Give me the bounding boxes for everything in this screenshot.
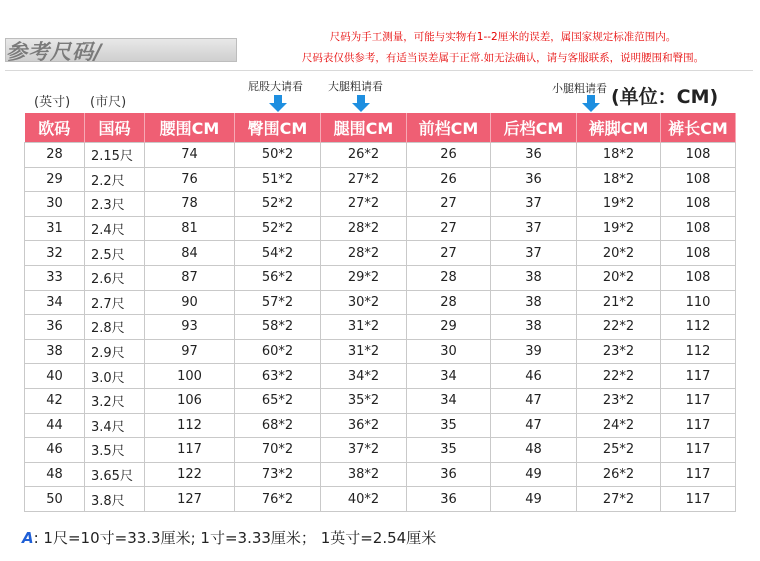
table-cell: 100 — [145, 364, 235, 389]
table-cell: 27*2 — [321, 167, 407, 192]
size-notice — [258, 27, 748, 69]
table-cell: 51*2 — [235, 167, 321, 192]
table-cell: 50*2 — [235, 143, 321, 168]
table-cell: 34 — [25, 290, 85, 315]
header-eu-size: 欧码 — [25, 113, 85, 143]
header-waist: 腰围CM — [145, 113, 235, 143]
table-cell: 22*2 — [577, 364, 661, 389]
table-cell: 90 — [145, 290, 235, 315]
table-cell: 112 — [661, 339, 736, 364]
table-cell: 31*2 — [321, 339, 407, 364]
table-cell: 108 — [661, 143, 736, 168]
table-cell: 52*2 — [235, 192, 321, 217]
table-cell: 26 — [407, 143, 491, 168]
table-cell: 34 — [407, 364, 491, 389]
table-cell: 97 — [145, 339, 235, 364]
table-cell: 31*2 — [321, 315, 407, 340]
table-row — [25, 339, 736, 364]
table-cell: 3.65尺 — [85, 462, 145, 487]
unit-cm-label: (单位：CM) — [611, 86, 719, 108]
table-cell: 28*2 — [321, 216, 407, 241]
conversion-footnote — [22, 527, 436, 548]
table-cell: 28 — [407, 290, 491, 315]
table-cell: 20*2 — [577, 241, 661, 266]
table-cell: 2.9尺 — [85, 339, 145, 364]
table-cell: 68*2 — [235, 413, 321, 438]
table-cell: 34*2 — [321, 364, 407, 389]
table-cell: 117 — [661, 364, 736, 389]
table-cell: 33 — [25, 265, 85, 290]
footnote-text: : 1尺=10寸=33.3厘米; 1寸=3.33厘米； 1英寸=2.54厘米 — [33, 529, 437, 547]
table-cell: 76*2 — [235, 487, 321, 512]
table-row — [25, 364, 736, 389]
table-cell: 2.15尺 — [85, 143, 145, 168]
thigh-hint: 大腿粗请看 — [328, 80, 383, 93]
header-thigh: 腿围CM — [321, 113, 407, 143]
table-cell: 20*2 — [577, 265, 661, 290]
table-cell: 47 — [491, 413, 577, 438]
table-row — [25, 388, 736, 413]
table-cell: 22*2 — [577, 315, 661, 340]
table-cell: 28 — [407, 265, 491, 290]
table-cell: 38 — [491, 290, 577, 315]
table-cell: 37 — [491, 216, 577, 241]
chi-unit-label: (市尺) — [90, 95, 127, 110]
table-cell: 93 — [145, 315, 235, 340]
header-cn-size: 国码 — [85, 113, 145, 143]
table-row — [25, 462, 736, 487]
table-cell: 42 — [25, 388, 85, 413]
table-cell: 26*2 — [577, 462, 661, 487]
table-cell: 38*2 — [321, 462, 407, 487]
table-cell: 36 — [25, 315, 85, 340]
table-cell: 37*2 — [321, 438, 407, 463]
table-cell: 2.6尺 — [85, 265, 145, 290]
table-cell: 78 — [145, 192, 235, 217]
table-row — [25, 315, 736, 340]
table-cell: 36 — [491, 143, 577, 168]
table-cell: 37 — [491, 241, 577, 266]
table-cell: 21*2 — [577, 290, 661, 315]
table-cell: 19*2 — [577, 192, 661, 217]
table-cell: 58*2 — [235, 315, 321, 340]
table-cell: 57*2 — [235, 290, 321, 315]
header-front-rise: 前档CM — [407, 113, 491, 143]
table-cell: 108 — [661, 265, 736, 290]
table-cell: 47 — [491, 388, 577, 413]
table-cell: 40*2 — [321, 487, 407, 512]
table-cell: 30*2 — [321, 290, 407, 315]
table-cell: 112 — [661, 315, 736, 340]
table-cell: 127 — [145, 487, 235, 512]
table-cell: 23*2 — [577, 388, 661, 413]
table-cell: 2.8尺 — [85, 315, 145, 340]
table-cell: 30 — [407, 339, 491, 364]
table-cell: 52*2 — [235, 216, 321, 241]
table-cell: 49 — [491, 487, 577, 512]
table-row — [25, 290, 736, 315]
hip-hint: 屁股大请看 — [248, 80, 303, 93]
table-cell: 60*2 — [235, 339, 321, 364]
table-cell: 48 — [491, 438, 577, 463]
footnote-marker: A — [22, 529, 34, 547]
table-cell: 28 — [25, 143, 85, 168]
inch-unit-label: (英寸) — [34, 95, 71, 110]
table-cell: 106 — [145, 388, 235, 413]
table-cell: 3.5尺 — [85, 438, 145, 463]
table-cell: 49 — [491, 462, 577, 487]
table-cell: 108 — [661, 216, 736, 241]
table-cell: 117 — [145, 438, 235, 463]
divider — [5, 70, 753, 71]
table-cell: 32 — [25, 241, 85, 266]
table-cell: 27*2 — [321, 192, 407, 217]
table-cell: 38 — [25, 339, 85, 364]
table-cell: 35*2 — [321, 388, 407, 413]
header-hem: 裤脚CM — [577, 113, 661, 143]
table-cell: 117 — [661, 462, 736, 487]
size-table — [24, 113, 736, 512]
table-cell: 70*2 — [235, 438, 321, 463]
table-cell: 2.4尺 — [85, 216, 145, 241]
table-cell: 46 — [491, 364, 577, 389]
table-cell: 40 — [25, 364, 85, 389]
table-cell: 2.2尺 — [85, 167, 145, 192]
table-cell: 34 — [407, 388, 491, 413]
table-cell: 108 — [661, 192, 736, 217]
table-cell: 28*2 — [321, 241, 407, 266]
table-row — [25, 413, 736, 438]
table-cell: 108 — [661, 241, 736, 266]
table-cell: 3.2尺 — [85, 388, 145, 413]
table-cell: 2.5尺 — [85, 241, 145, 266]
table-cell: 50 — [25, 487, 85, 512]
table-cell: 2.3尺 — [85, 192, 145, 217]
table-row — [25, 167, 736, 192]
table-cell: 24*2 — [577, 413, 661, 438]
table-cell: 112 — [145, 413, 235, 438]
table-cell: 117 — [661, 388, 736, 413]
table-cell: 76 — [145, 167, 235, 192]
table-cell: 117 — [661, 487, 736, 512]
page-title: 参考尺码/ — [6, 40, 103, 64]
table-cell: 74 — [145, 143, 235, 168]
table-row — [25, 438, 736, 463]
table-cell: 23*2 — [577, 339, 661, 364]
table-cell: 35 — [407, 413, 491, 438]
table-cell: 48 — [25, 462, 85, 487]
table-cell: 87 — [145, 265, 235, 290]
table-cell: 39 — [491, 339, 577, 364]
notice-line-2: 尺码表仅供参考，有适当误差属于正常.如无法确认，请与客服联系，说明腰围和臀围。 — [301, 52, 705, 64]
table-cell: 73*2 — [235, 462, 321, 487]
table-cell: 38 — [491, 315, 577, 340]
table-cell: 38 — [491, 265, 577, 290]
table-row — [25, 216, 736, 241]
table-cell: 3.0尺 — [85, 364, 145, 389]
calf-hint: 小腿粗请看 — [552, 82, 607, 95]
table-cell: 63*2 — [235, 364, 321, 389]
table-cell: 31 — [25, 216, 85, 241]
table-cell: 29 — [25, 167, 85, 192]
table-cell: 35 — [407, 438, 491, 463]
table-cell: 27 — [407, 216, 491, 241]
table-cell: 84 — [145, 241, 235, 266]
table-cell: 3.8尺 — [85, 487, 145, 512]
table-cell: 36 — [491, 167, 577, 192]
table-cell: 29 — [407, 315, 491, 340]
notice-line-1: 尺码为手工测量，可能与实物有1--2厘米的误差，属国家规定标准范围内。 — [329, 31, 677, 43]
table-cell: 117 — [661, 413, 736, 438]
table-cell: 108 — [661, 167, 736, 192]
header-length: 裤长CM — [661, 113, 736, 143]
table-cell: 29*2 — [321, 265, 407, 290]
table-cell: 18*2 — [577, 143, 661, 168]
table-cell: 2.7尺 — [85, 290, 145, 315]
table-cell: 18*2 — [577, 167, 661, 192]
table-cell: 54*2 — [235, 241, 321, 266]
table-row — [25, 192, 736, 217]
table-cell: 44 — [25, 413, 85, 438]
table-cell: 19*2 — [577, 216, 661, 241]
header-hip: 臀围CM — [235, 113, 321, 143]
table-cell: 3.4尺 — [85, 413, 145, 438]
table-cell: 36 — [407, 487, 491, 512]
table-row — [25, 143, 736, 168]
table-cell: 56*2 — [235, 265, 321, 290]
table-cell: 25*2 — [577, 438, 661, 463]
table-cell: 81 — [145, 216, 235, 241]
table-cell: 27 — [407, 192, 491, 217]
table-row — [25, 265, 736, 290]
table-cell: 30 — [25, 192, 85, 217]
table-cell: 110 — [661, 290, 736, 315]
table-cell: 27 — [407, 241, 491, 266]
table-cell: 26*2 — [321, 143, 407, 168]
table-row — [25, 487, 736, 512]
table-cell: 122 — [145, 462, 235, 487]
table-cell: 65*2 — [235, 388, 321, 413]
table-cell: 36*2 — [321, 413, 407, 438]
table-cell: 36 — [407, 462, 491, 487]
table-cell: 117 — [661, 438, 736, 463]
table-header-row — [25, 113, 736, 143]
header-back-rise: 后档CM — [491, 113, 577, 143]
table-row — [25, 241, 736, 266]
table-cell: 26 — [407, 167, 491, 192]
table-cell: 37 — [491, 192, 577, 217]
table-cell: 27*2 — [577, 487, 661, 512]
table-cell: 46 — [25, 438, 85, 463]
